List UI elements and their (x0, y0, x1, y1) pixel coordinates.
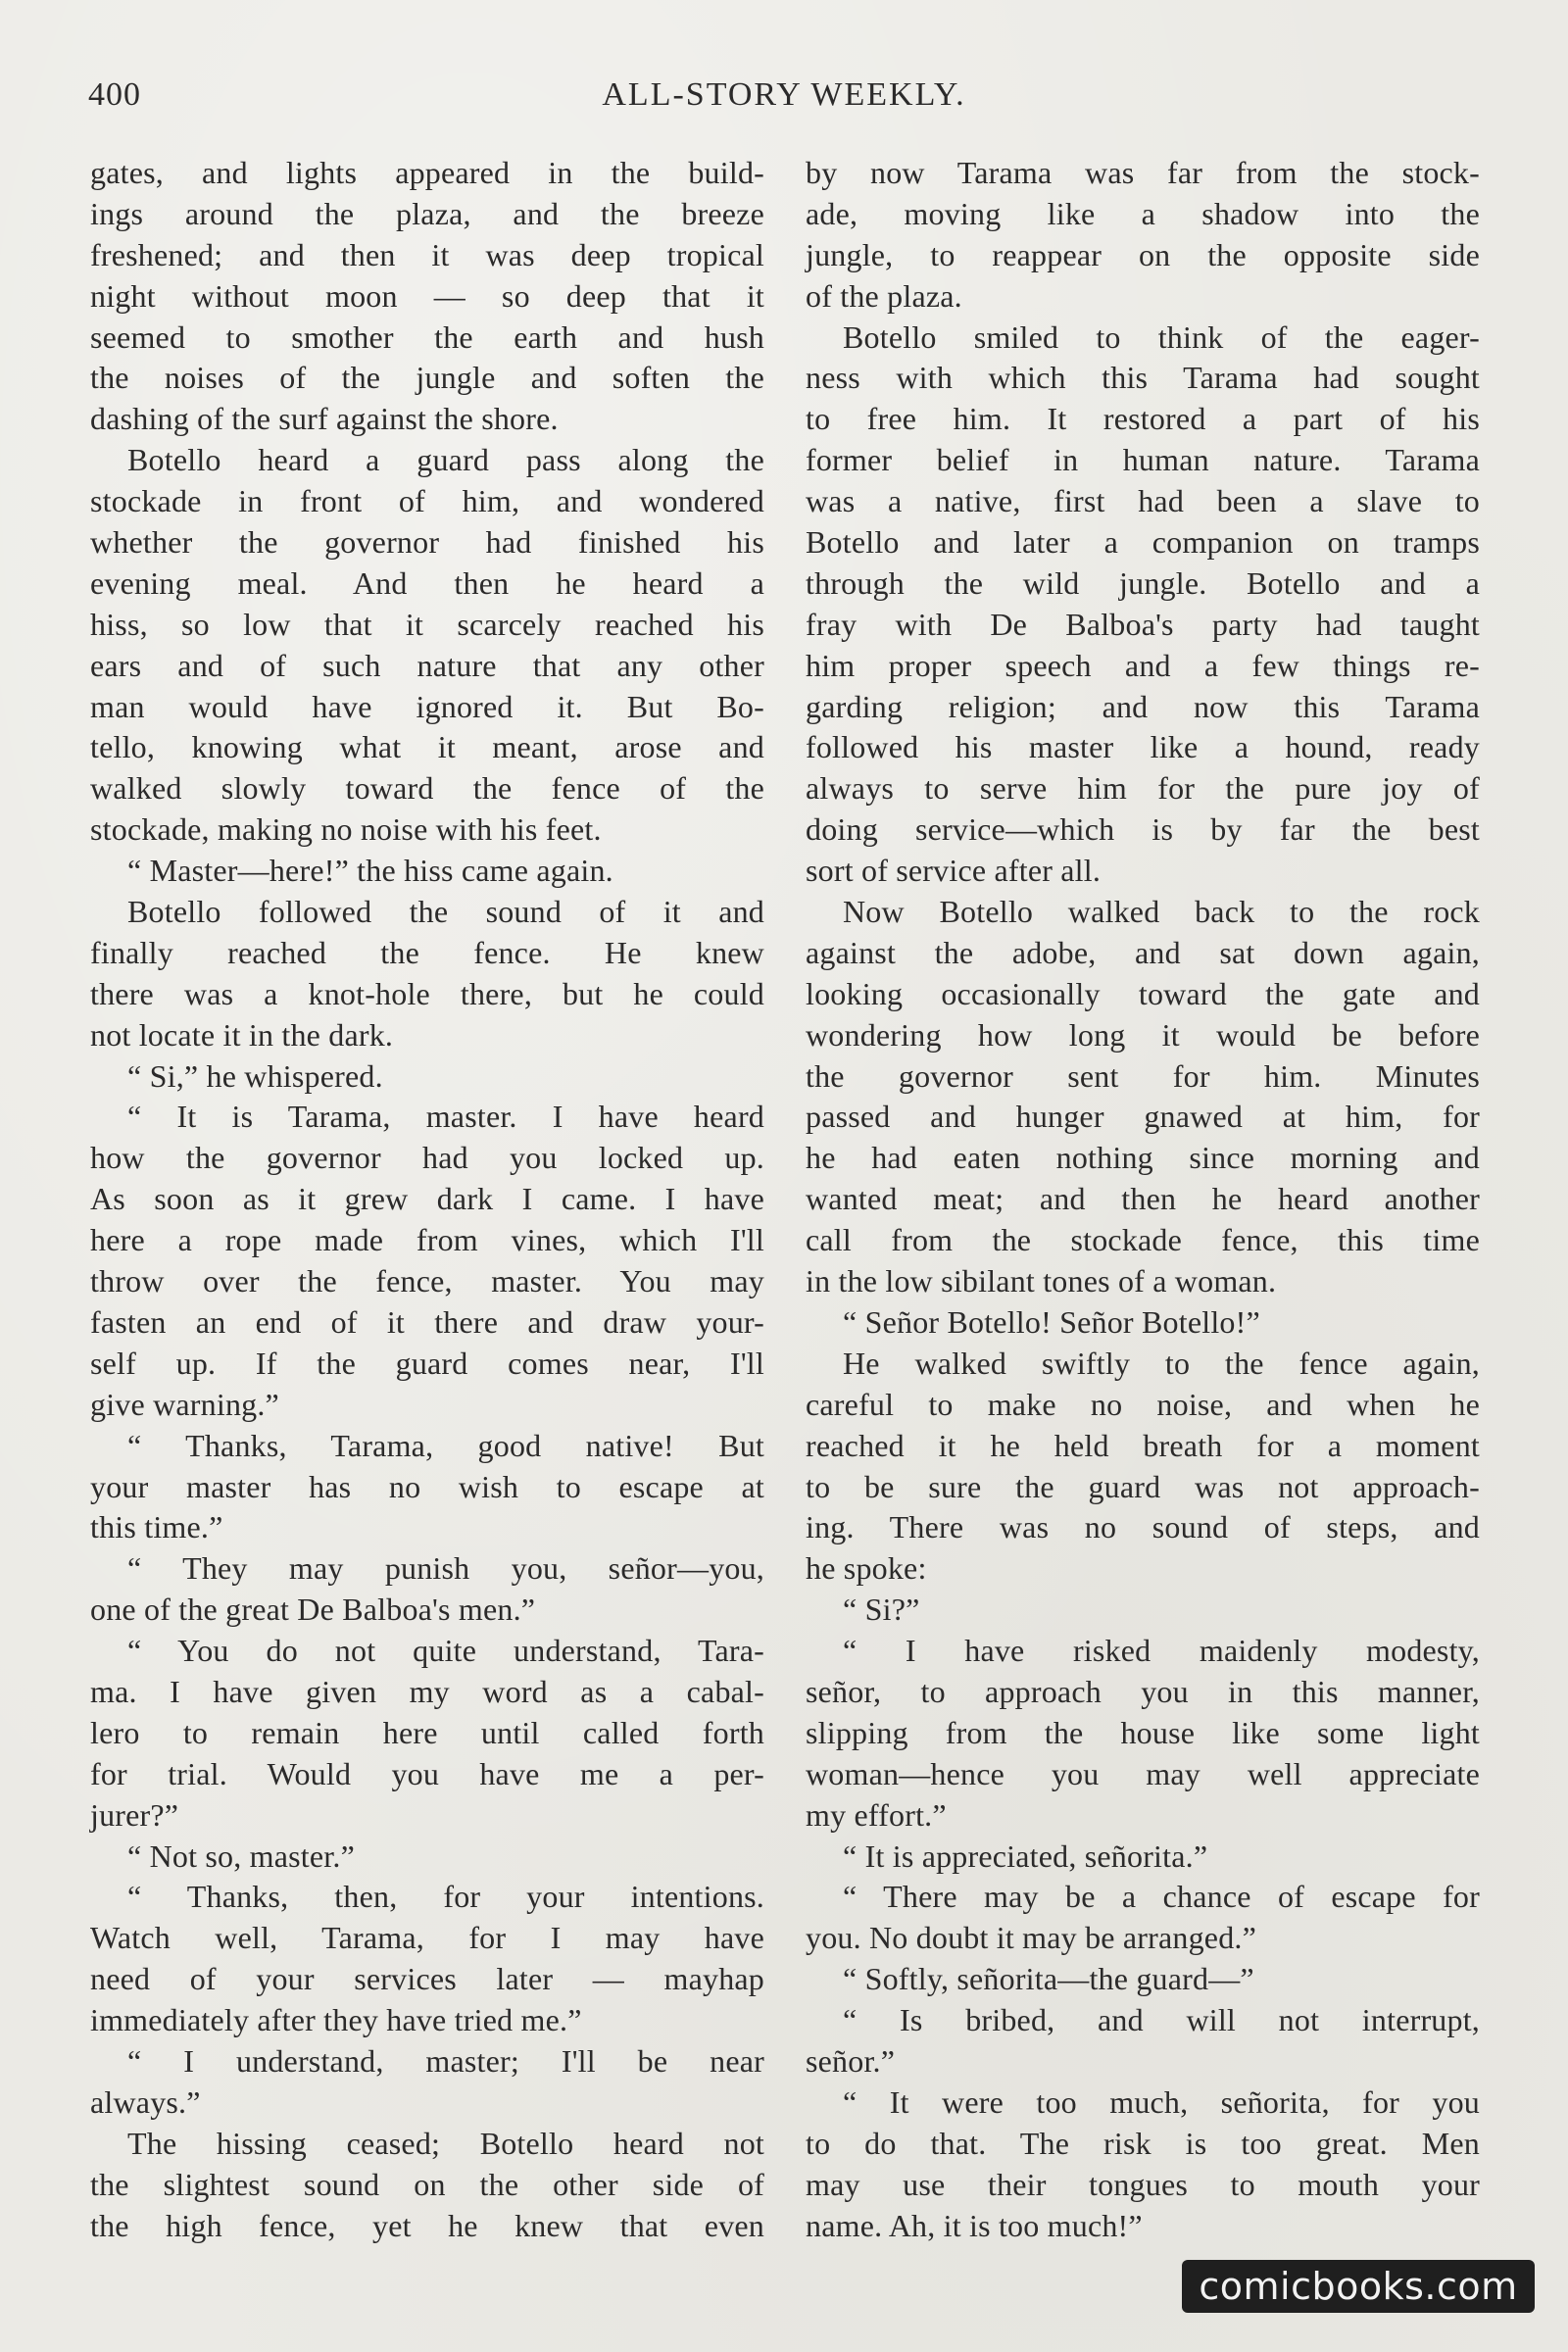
text-line: “ Thanks, Tarama, good native! But (127, 1427, 764, 1463)
text-line: fasten an end of it there and draw your- (90, 1303, 764, 1340)
text-line: whether the governor had finished his (90, 524, 764, 561)
text-line: stockade in front of him, and wondered (90, 483, 764, 519)
text-line: slipping from the house like some light (806, 1714, 1480, 1750)
text-line: one of the great De Balboa's men.” (90, 1592, 536, 1628)
text-line: “ I have risked maidenly modesty, (843, 1633, 1480, 1669)
text-line: wanted meat; and then he heard another (806, 1181, 1480, 1217)
text-line: lero to remain here until called forth (90, 1714, 764, 1750)
text-line: here a rope made from vines, which I'll (90, 1222, 764, 1258)
text-line: there was a knot-hole there, but he could (90, 975, 764, 1011)
text-line: ing. There was no sound of steps, and (806, 1509, 1480, 1545)
page-number: 400 (88, 76, 141, 113)
text-line: Botello and later a companion on tramps (806, 524, 1480, 561)
page-header (88, 76, 1480, 125)
text-line: “ It is Tarama, master. I have heard (127, 1099, 764, 1135)
text-line: tello, knowing what it meant, arose and (90, 729, 764, 765)
text-line: jungle, to reappear on the opposite side (806, 236, 1480, 272)
text-line: ears and of such nature that any other (90, 647, 764, 683)
text-line: “ Not so, master.” (127, 1838, 355, 1874)
text-line: give warning.” (90, 1386, 279, 1422)
text-line: passed and hunger gnawed at him, for (806, 1099, 1480, 1135)
text-line: Watch well, Tarama, for I may have (90, 1920, 764, 1956)
text-line: ness with which this Tarama had sought (806, 360, 1480, 396)
text-line: followed his master like a hound, ready (806, 729, 1480, 765)
text-line: name. Ah, it is too much!” (806, 2207, 1143, 2243)
text-line: Botello heard a guard pass along the (127, 442, 764, 478)
text-line: “ You do not quite understand, Tara- (127, 1633, 764, 1669)
text-line: garding religion; and now this Tarama (806, 688, 1480, 724)
text-line: “ They may punish you, señor—you, (127, 1550, 764, 1587)
text-line: in the low sibilant tones of a woman. (806, 1263, 1277, 1299)
text-line: for trial. Would you have me a per- (90, 1755, 764, 1791)
text-line: “ Señor Botello! Señor Botello!” (843, 1303, 1260, 1340)
text-line: the governor sent for him. Minutes (806, 1057, 1480, 1094)
text-line: always to serve him for the pure joy of (806, 770, 1480, 807)
text-line: throw over the fence, master. You may (90, 1263, 764, 1299)
text-line: the noises of the jungle and soften the (90, 360, 764, 396)
text-line: Botello followed the sound of it and (127, 894, 764, 930)
text-line: sort of service after all. (806, 853, 1102, 889)
text-line: you. No doubt it may be arranged.” (806, 1920, 1257, 1956)
text-line: need of your services later — mayhap (90, 1961, 764, 1997)
watermark-logo: comicbooks.com (1182, 2260, 1535, 2313)
text-line: through the wild jungle. Botello and a (806, 564, 1480, 601)
right-column (806, 153, 1480, 2246)
text-line: to do that. The risk is too great. Men (806, 2125, 1480, 2161)
text-line: careful to make no noise, and when he (806, 1386, 1480, 1422)
text-line: always.” (90, 2083, 201, 2120)
text-line: self up. If the guard comes near, I'll (90, 1345, 764, 1381)
text-line: this time.” (90, 1509, 223, 1545)
text-line: not locate it in the dark. (90, 1016, 394, 1053)
text-line: was a native, first had been a slave to (806, 483, 1480, 519)
text-line: “ Master—here!” the hiss came again. (127, 853, 613, 889)
text-line: night without moon — so deep that it (90, 277, 764, 314)
text-line: man would have ignored it. But Bo- (90, 688, 764, 724)
left-column (90, 153, 764, 2246)
text-line: jurer?” (90, 1796, 179, 1833)
text-line: to free him. It restored a part of his (806, 401, 1480, 437)
text-line: Botello smiled to think of the eager- (843, 318, 1480, 355)
text-line: he spoke: (806, 1550, 927, 1587)
text-line: how the governor had you locked up. (90, 1140, 764, 1176)
text-line: ings around the plaza, and the breeze (90, 195, 764, 231)
text-line: evening meal. And then he heard a (90, 564, 764, 601)
text-line: the slightest sound on the other side of (90, 2166, 764, 2202)
text-line: “ There may be a chance of escape for (843, 1879, 1480, 1915)
text-line: stockade, making no noise with his feet. (90, 811, 602, 848)
text-line: As soon as it grew dark I came. I have (90, 1181, 764, 1217)
text-line: ade, moving like a shadow into the (806, 195, 1480, 231)
text-line: “ Softly, señorita—the guard—” (843, 1961, 1254, 1997)
text-line: the high fence, yet he knew that even (90, 2207, 764, 2243)
text-line: looking occasionally toward the gate and (806, 975, 1480, 1011)
text-line: of the plaza. (806, 277, 962, 314)
text-line: my effort.” (806, 1796, 947, 1833)
text-line: doing service—which is by far the best (806, 811, 1480, 848)
text-line: gates, and lights appeared in the build- (90, 155, 764, 190)
text-line: wondering how long it would be before (806, 1016, 1480, 1053)
text-line: “ Thanks, then, for your intentions. (127, 1879, 764, 1915)
text-line: immediately after they have tried me.” (90, 2002, 582, 2038)
text-line: señor, to approach you in this manner, (806, 1673, 1480, 1709)
text-line: he had eaten nothing since morning and (806, 1140, 1480, 1176)
text-line: “ It were too much, señorita, for you (843, 2083, 1480, 2120)
text-line: fray with De Balboa's party had taught (806, 606, 1480, 642)
text-line: “ Is bribed, and will not interrupt, (843, 2002, 1480, 2038)
text-columns (90, 153, 1482, 2260)
text-line: to be sure the guard was not approach- (806, 1468, 1480, 1504)
text-line: freshened; and then it was deep tropical (90, 236, 764, 272)
text-line: ma. I have given my word as a cabal- (90, 1673, 764, 1709)
text-line: “ It is appreciated, señorita.” (843, 1838, 1208, 1874)
text-line: He walked swiftly to the fence again, (843, 1345, 1480, 1381)
text-line: dashing of the surf against the shore. (90, 401, 559, 437)
text-line: may use their tongues to mouth your (806, 2166, 1480, 2202)
text-line: “ Si?” (843, 1592, 920, 1628)
text-line: “ I understand, master; I'll be near (127, 2042, 764, 2079)
text-line: former belief in human nature. Tarama (806, 442, 1480, 478)
text-line: seemed to smother the earth and hush (90, 318, 764, 355)
text-line: Now Botello walked back to the rock (843, 894, 1480, 930)
running-head: ALL-STORY WEEKLY. (602, 76, 966, 113)
text-line: señor.” (806, 2042, 896, 2079)
text-line: “ Si,” he whispered. (127, 1057, 383, 1094)
text-line: reached it he held breath for a moment (806, 1427, 1480, 1463)
text-line: call from the stockade fence, this time (806, 1222, 1480, 1258)
text-line: walked slowly toward the fence of the (90, 770, 764, 807)
text-line: him proper speech and a few things re- (806, 647, 1480, 683)
text-line: hiss, so low that it scarcely reached his (90, 606, 764, 642)
text-line: woman—hence you may well appreciate (806, 1755, 1480, 1791)
text-line: against the adobe, and sat down again, (806, 934, 1480, 970)
text-line: The hissing ceased; Botello heard not (127, 2125, 764, 2161)
text-line: your master has no wish to escape at (90, 1468, 764, 1504)
text-line: finally reached the fence. He knew (90, 934, 764, 970)
text-line: by now Tarama was far from the stock- (806, 155, 1480, 190)
